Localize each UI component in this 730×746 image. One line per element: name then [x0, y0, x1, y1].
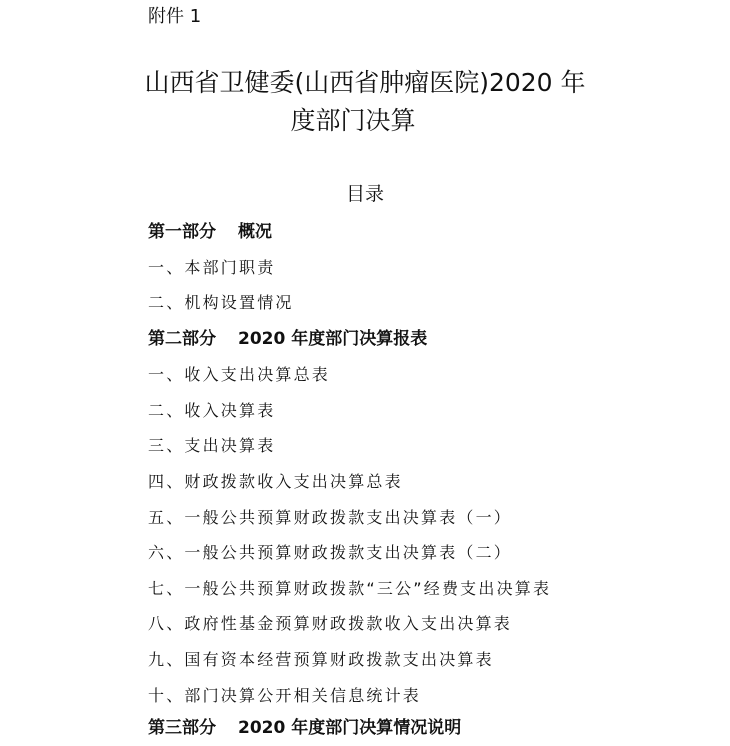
document-title-line-2: 度部门决算 [290, 106, 416, 135]
attachment-label: 附件 1 [148, 6, 202, 27]
toc-item: 十、部门决算公开相关信息统计表 [148, 686, 422, 705]
toc-item: 四、财政拨款收入支出决算总表 [148, 472, 403, 491]
toc-heading: 目录 [345, 183, 384, 205]
toc-part-2 [148, 327, 427, 351]
toc-item: 二、机构设置情况 [148, 293, 294, 312]
toc-item: 三、支出决算表 [148, 436, 276, 455]
toc-part-3-label: 第三部分 [148, 718, 216, 738]
toc-part-2-title: 2020 年度部门决算报表 [238, 329, 428, 349]
toc-item: 一、本部门职责 [148, 258, 276, 277]
toc-item: 七、一般公共预算财政拨款“三公”经费支出决算表 [148, 579, 552, 598]
toc-item: 六、一般公共预算财政拨款支出决算表（二） [148, 543, 513, 562]
toc-item: 九、国有资本经营预算财政拨款支出决算表 [148, 650, 494, 669]
toc-part-1-label: 第一部分 [148, 222, 216, 242]
toc-item: 二、收入决算表 [148, 401, 276, 420]
toc-part-1 [148, 220, 272, 244]
toc-part-3-title: 2020 年度部门决算情况说明 [238, 718, 462, 738]
toc-item: 一、收入支出决算总表 [148, 365, 331, 384]
toc-part-1-title: 概况 [238, 222, 272, 242]
document-title-line-1: 山西省卫健委(山西省肿瘤医院)2020 年 [144, 68, 586, 97]
toc-item: 五、一般公共预算财政拨款支出决算表（一） [148, 508, 513, 527]
toc-item: 八、政府性基金预算财政拨款收入支出决算表 [148, 614, 513, 633]
toc-part-2-label: 第二部分 [148, 329, 216, 349]
toc-part-3 [148, 716, 461, 740]
